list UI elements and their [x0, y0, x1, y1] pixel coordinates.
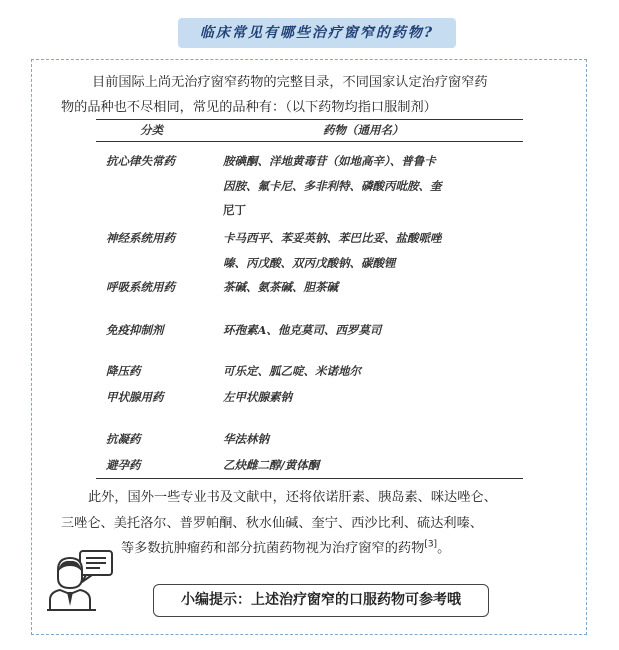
row-drugs: 左甲状腺素钠 — [223, 390, 292, 404]
row-category: 抗心律失常药 — [106, 154, 175, 168]
user-chat-avatar-icon — [44, 548, 118, 614]
intro-line-2: 物的品种也不尽相同，常见的品种有：（以下药物均指口服制剂） — [61, 100, 437, 115]
row-drugs: 茶碱、氨茶碱、胆茶碱 — [223, 280, 338, 294]
outro-end: 。 — [437, 541, 451, 556]
row-category: 避孕药 — [106, 458, 141, 472]
row-category: 抗凝药 — [106, 432, 141, 446]
row-drugs: 嗪、丙戊酸、双丙戊酸钠、碳酸锂 — [223, 256, 396, 270]
header-category: 分类 — [140, 123, 163, 137]
page-title: 临床常见有哪些治疗窗窄的药物? — [178, 18, 456, 48]
row-category: 神经系统用药 — [106, 231, 175, 245]
header-drugs: 药物（通用名） — [323, 123, 404, 137]
row-category: 呼吸系统用药 — [106, 280, 175, 294]
outro-line-2: 三唑仑、美托洛尔、普罗帕酮、秋水仙碱、奎宁、西沙比利、硫达利嗪、 — [61, 516, 483, 531]
editor-tip-box: 小编提示：上述治疗窗窄的口服药物可参考哦 — [153, 584, 489, 617]
row-drugs: 胺碘酮、洋地黄毒苷（如地高辛）、普鲁卡 — [223, 154, 436, 168]
row-drugs: 环孢素A、他克莫司、西罗莫司 — [223, 323, 382, 337]
intro-line-1: 目前国际上尚无治疗窗窄药物的完整目录，不同国家认定治疗窗窄药 — [92, 75, 488, 90]
outro-line-3 — [121, 537, 450, 556]
row-drugs: 乙炔雌二醇/黄体酮 — [223, 458, 320, 472]
row-drugs: 华法林钠 — [223, 432, 269, 446]
row-drugs: 因胺、氟卡尼、多非利特、磷酸丙吡胺、奎 — [223, 179, 442, 193]
row-category: 降压药 — [106, 364, 141, 378]
citation: [3] — [424, 539, 438, 550]
row-drugs: 尼丁 — [223, 203, 246, 217]
row-drugs: 可乐定、胍乙啶、米诺地尔 — [223, 364, 361, 378]
row-category: 免疫抑制剂 — [106, 323, 164, 337]
row-drugs: 卡马西平、苯妥英钠、苯巴比妥、盐酸哌唑 — [223, 231, 442, 245]
row-category: 甲状腺用药 — [106, 390, 164, 404]
outro-line-1: 此外，国外一些专业书及文献中，还将依诺肝素、胰岛素、咪达唑仑、 — [88, 490, 497, 505]
outro-text: 等多数抗肿瘤药和部分抗菌药物视为治疗窗窄的药物 — [121, 541, 425, 556]
